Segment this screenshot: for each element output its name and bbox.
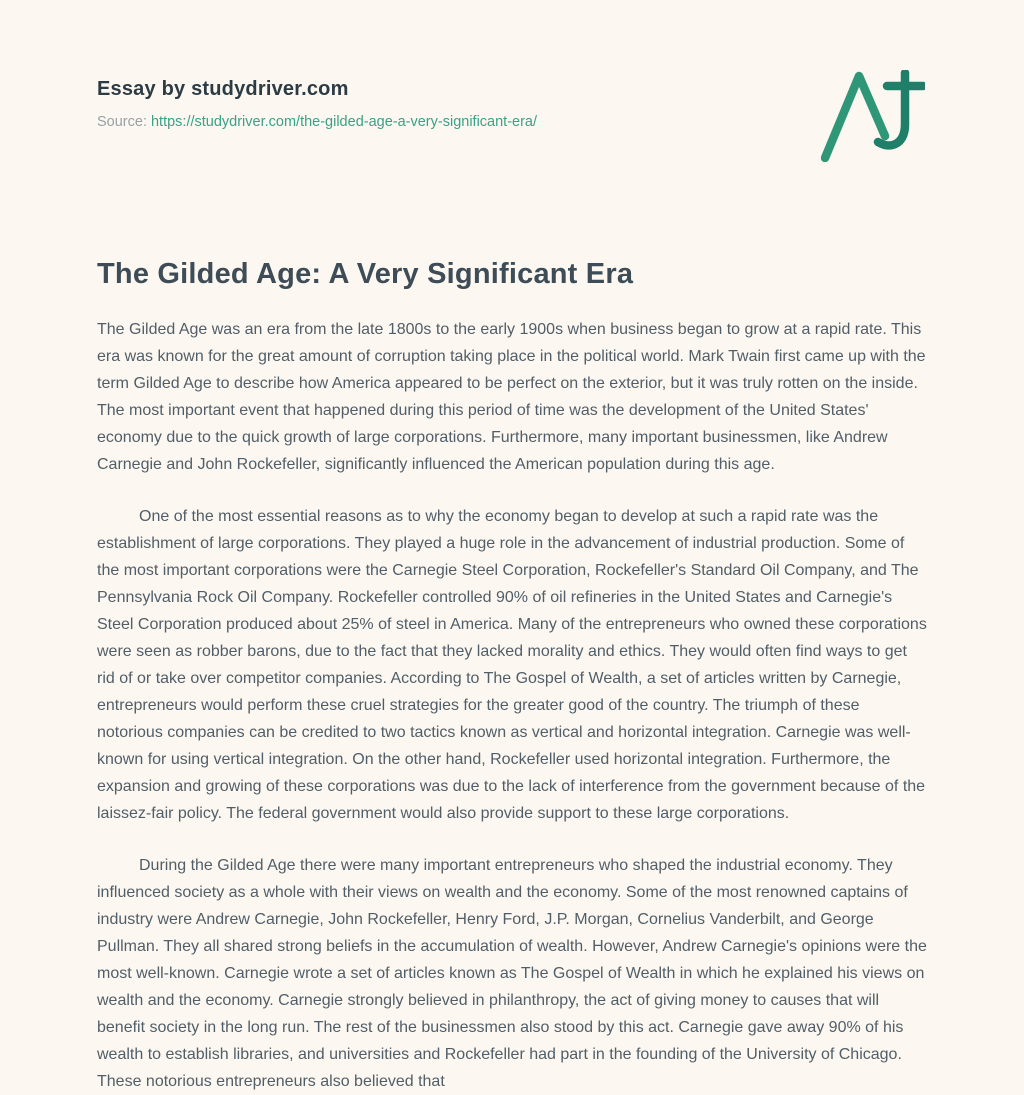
essay-page xyxy=(97,0,927,1095)
studydriver-logo-icon xyxy=(821,70,925,162)
essay-paragraph-3: During the Gilded Age there were many important entrepreneurs who shaped the industrial economy. They influenced society as a whole with their views on wealth and the economy. Some of the most renowned captains of industry were Andrew Carnegie, John Rockefeller, Henry Ford, J.P. Morgan, Cornelius Vanderbilt, and George Pullman. They all shared strong beliefs in the accumulation of wealth. However, Andrew Carnegie's opinions were the most well-known. Carnegie wrote a set of articles known as The Gospel of Wealth in which he explained his views on wealth and the economy. Carnegie strongly believed in philanthropy, the act of giving money to causes that will benefit society in the long run. The rest of the businessmen also stood by this act. Carnegie gave away 90% of his wealth to establish libraries, and universities and Rockefeller had part in the founding of the University of Chicago. These notorious entrepreneurs also believed that xyxy=(97,857,927,1090)
essay-paragraph-1: The Gilded Age was an era from the late 1800s to the early 1900s when business began to grow at a rapid rate. This era was known for the great amount of corruption taking place in the political world. Mark Twain first came up with the term Gilded Age to describe how America appeared to be perfect on the exterior, but it was truly rotten on the inside. The most important event that happened during this period of time was the development of the United States' economy due to the quick growth of large corporations. Furthermore, many important businessmen, like Andrew Carnegie and John Rockefeller, significantly influenced the American population during this age. xyxy=(97,321,926,473)
source-label: Source: xyxy=(97,114,147,130)
header-text-block xyxy=(97,78,537,130)
source-line xyxy=(97,114,537,130)
essay-paragraph-2: One of the most essential reasons as to why the economy began to develop at such a rapid rate was the establishment of large corporations. They played a huge role in the advancement of industrial production. Some of the most important corporations were the Carnegie Steel Corporation, Rockefeller's Standard Oil Company, and The Pennsylvania Rock Oil Company. Rockefeller controlled 90% of oil refineries in the United States and Carnegie's Steel Corporation produced about 25% of steel in America. Many of the entrepreneurs who owned these corporations were seen as robber barons, due to the fact that they lacked morality and ethics. They would often find ways to get rid of or take over competitor companies. According to The Gospel of Wealth, a set of articles written by Carnegie, entrepreneurs would perform these cruel strategies for the greater good of the country. The triumph of these notorious companies can be credited to two tactics known as vertical and horizontal integration. Carnegie was well-known for using vertical integration. On the other hand, Rockefeller used horizontal integration. Furthermore, the expansion and growing of these corporations was due to the lack of interference from the government because of the laissez-fair policy. The federal government would also provide support to these large corporations. xyxy=(97,508,927,822)
essay-byline: Essay by studydriver.com xyxy=(97,78,349,100)
essay-body xyxy=(97,258,927,1095)
source-link[interactable]: https://studydriver.com/the-gilded-age-a-very-significant-era/ xyxy=(150,114,538,130)
page-header xyxy=(97,78,927,162)
essay-title: The Gilded Age: A Very Significant Era xyxy=(97,258,634,290)
